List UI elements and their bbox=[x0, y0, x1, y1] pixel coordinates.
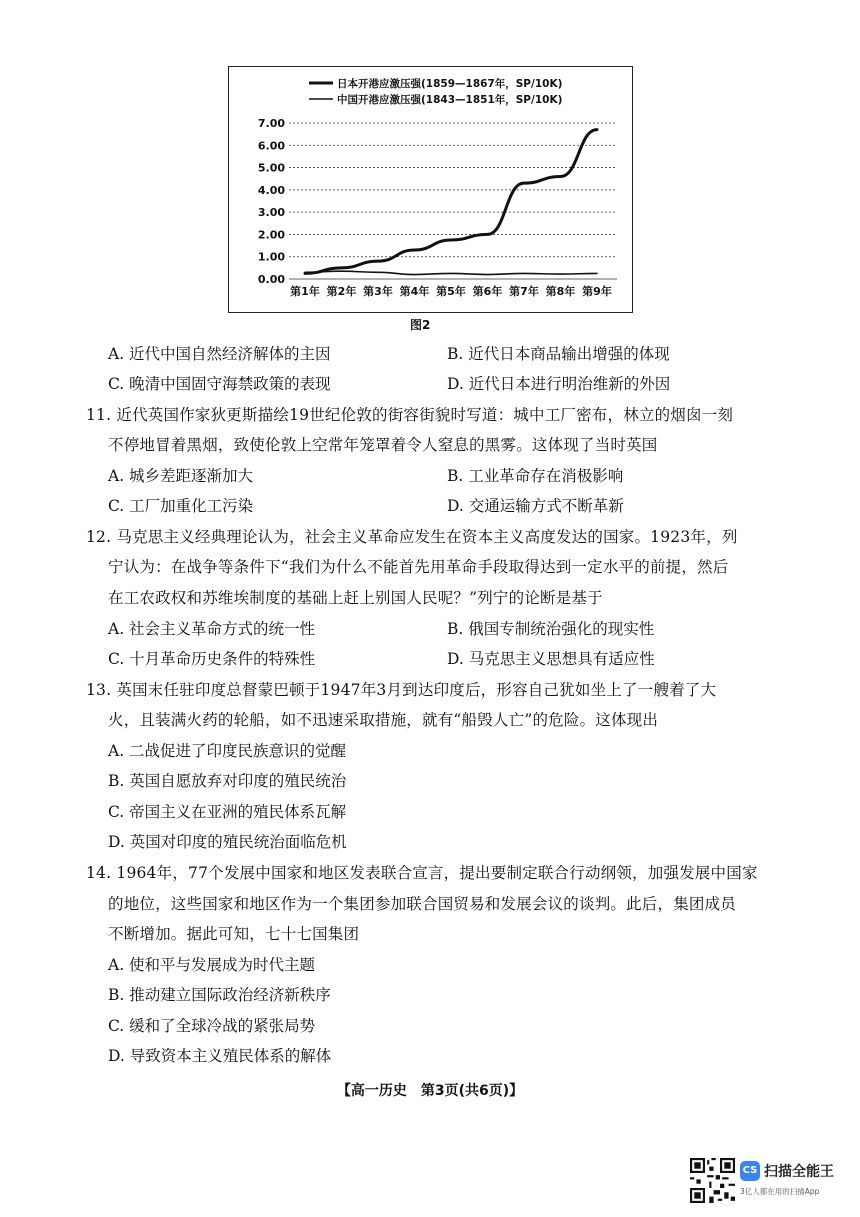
q14-option-c: C. 缓和了全球冷战的紧张局势 bbox=[108, 1017, 316, 1035]
q13-stem-line2: 火，且装满火药的轮船，如不迅速采取措施，就有“船毁人亡”的危险。这体现出 bbox=[108, 711, 659, 729]
x-tick-label: 第9年 bbox=[582, 285, 612, 298]
y-tick-label: 4.00 bbox=[257, 183, 285, 197]
x-tick-label: 第4年 bbox=[399, 285, 430, 298]
q10-option-d: D. 近代日本进行明治维新的外因 bbox=[447, 375, 671, 393]
x-tick-label: 第7年 bbox=[509, 285, 539, 298]
q14-option-d: D. 导致资本主义殖民体系的解体 bbox=[108, 1047, 332, 1065]
scanner-app-name: 扫描全能王 bbox=[764, 1164, 834, 1180]
q12-stem-line1: 12. 马克思主义经典理论认为，社会主义革命应发生在资本主义高度发达的国家。1923年，列 bbox=[86, 528, 738, 546]
scanner-logo: CS bbox=[740, 1161, 760, 1181]
x-tick-label: 第5年 bbox=[436, 285, 466, 298]
q10-option-a: A. 近代中国自然经济解体的主因 bbox=[108, 345, 331, 363]
q12-option-c: C. 十月革命历史条件的特殊性 bbox=[108, 650, 316, 668]
q12-option-b: B. 俄国专制统治强化的现实性 bbox=[447, 620, 655, 638]
q13-option-a: A. 二战促进了印度民族意识的觉醒 bbox=[108, 742, 347, 760]
page-footer: 【高一历史 第3页(共6页)】 bbox=[336, 1083, 524, 1099]
q12-stem-line2: 宁认为：在战争等条件下“我们为什么不能首先用革命手段取得达到一定水平的前提，然后 bbox=[108, 558, 729, 576]
q11-stem-line1: 11. 近代英国作家狄更斯描绘19世纪伦敦的街容街貌时写道：城中工厂密布，林立的烟囱一刻 bbox=[86, 406, 734, 424]
q14-stem-line3: 不断增加。据此可知，七十七国集团 bbox=[108, 925, 360, 943]
x-tick-label: 第2年 bbox=[326, 285, 357, 298]
legend-label-2: 中国开港应激压强(1843—1851年，SP/10K) bbox=[337, 94, 563, 106]
line-chart bbox=[229, 67, 632, 312]
q11-option-d: D. 交通运输方式不断革新 bbox=[447, 497, 624, 515]
q11-stem-line2: 不停地冒着黑烟，致使伦敦上空常年笼罩着令人窒息的黑雾。这体现了当时英国 bbox=[108, 436, 658, 454]
q12-option-d: D. 马克思主义思想具有适应性 bbox=[447, 650, 655, 668]
series-line-1 bbox=[305, 130, 597, 274]
y-tick-label: 5.00 bbox=[257, 161, 285, 175]
q13-option-c: C. 帝国主义在亚洲的殖民体系瓦解 bbox=[108, 803, 347, 821]
series-line-2 bbox=[305, 271, 597, 274]
q10-option-b: B. 近代日本商品输出增强的体现 bbox=[447, 345, 670, 363]
x-tick-label: 第1年 bbox=[290, 285, 320, 298]
q14-stem-line1: 14. 1964年，77个发展中国家和地区发表联合宣言，提出要制定联合行动纲领，加强发展中国家 bbox=[86, 864, 758, 882]
q11-option-a: A. 城乡差距逐渐加大 bbox=[108, 467, 254, 485]
q10-option-c: C. 晚清中国固守海禁政策的表现 bbox=[108, 375, 331, 393]
q13-option-d: D. 英国对印度的殖民统治面临危机 bbox=[108, 833, 347, 851]
x-tick-label: 第3年 bbox=[363, 285, 393, 298]
x-tick-label: 第8年 bbox=[545, 285, 576, 298]
q13-stem-line1: 13. 英国末任驻印度总督蒙巴顿于1947年3月到达印度后，形容自己犹如坐上了一艘着了大 bbox=[86, 681, 717, 699]
y-tick-label: 2.00 bbox=[257, 228, 285, 242]
y-tick-label: 0.00 bbox=[257, 273, 285, 286]
q14-option-b: B. 推动建立国际政治经济新秩序 bbox=[108, 986, 331, 1004]
qr-code-icon bbox=[690, 1158, 735, 1203]
q14-stem-line2: 的地位，这些国家和地区作为一个集团参加联合国贸易和发展会议的谈判。此后，集团成员 bbox=[108, 895, 737, 913]
y-tick-label: 3.00 bbox=[257, 206, 285, 220]
scanner-tagline: 3亿人都在用的扫描App bbox=[740, 1187, 820, 1196]
q12-stem-line3: 在工农政权和苏维埃制度的基础上赶上别国人民呢？”列宁的论断是基于 bbox=[108, 589, 603, 607]
scanner-watermark bbox=[690, 1158, 850, 1208]
figure-caption: 图2 bbox=[410, 318, 431, 332]
legend-label-1: 日本开港应激压强(1859—1867年，SP/10K) bbox=[337, 78, 563, 90]
y-tick-label: 1.00 bbox=[257, 250, 285, 264]
q12-option-a: A. 社会主义革命方式的统一性 bbox=[108, 620, 316, 638]
y-tick-label: 7.00 bbox=[257, 117, 285, 130]
q14-option-a: A. 使和平与发展成为时代主题 bbox=[108, 956, 316, 974]
q13-option-b: B. 英国自愿放弃对印度的殖民统治 bbox=[108, 772, 347, 790]
q11-option-c: C. 工厂加重化工污染 bbox=[108, 497, 254, 515]
y-tick-label: 6.00 bbox=[257, 139, 285, 153]
x-tick-label: 第6年 bbox=[472, 285, 503, 298]
line-chart-figure bbox=[228, 66, 633, 313]
q11-option-b: B. 工业革命存在消极影响 bbox=[447, 467, 624, 485]
